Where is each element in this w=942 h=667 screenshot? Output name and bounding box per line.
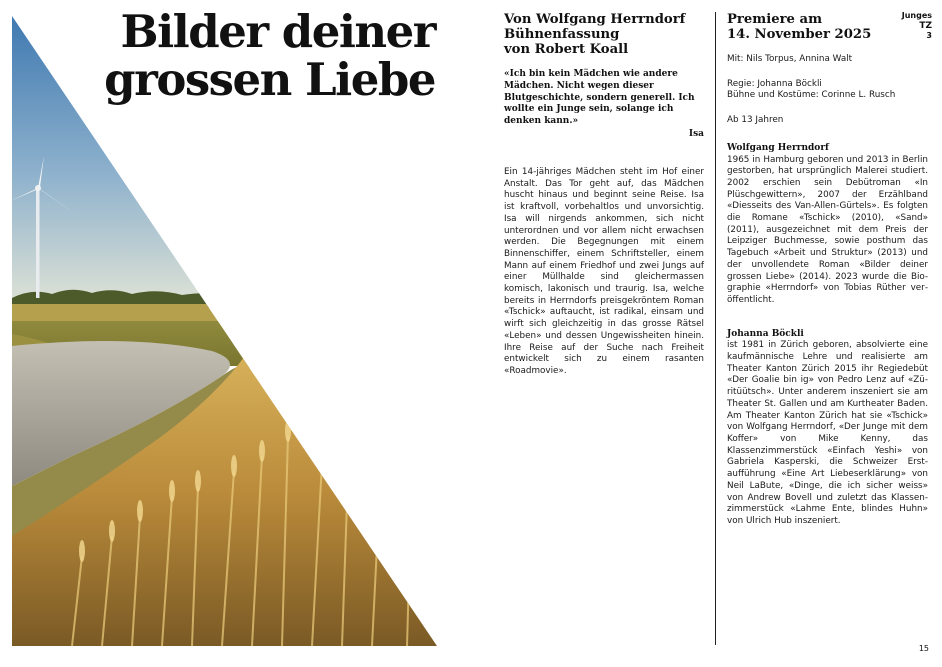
byline — [504, 12, 704, 57]
design-line: Bühne und Kostüme: Corinne L. Rusch — [727, 90, 896, 101]
byline-adaptation: Bühnenfassung — [504, 27, 620, 42]
pull-quote: «Ich bin kein Mädchen wie andere Mädchen. Nicht wegen dieser Blutgeschichte, sondern generell. Ich wollte ein Junge sein, solange ich denken kann.» — [504, 69, 695, 127]
direction-line: Regie: Johanna Böckli — [727, 78, 822, 89]
synopsis: Ein 14-jähriges Mädchen steht im Hof einer Anstalt. Das Tor geht auf, das Mädchen huscht hinaus und beginnt seine Reise. Isa ist kraftvoll, vorbehaltlos und unvorsichtig. Isa will nirgends ankommen, sich nicht unterordnen und vor allem nicht erwachsen werden. Die Begegnungen mit einem Binnenschiffer, einem Schriftsteller, einem Mann auf einem Friedhof und zwei Jungs auf einer Müllhalde sind gleichermassen komisch, lakonisch und traurig. Isa, welche bereits in Herrndorfs preisgekröntem Roman «Tschick» auftaucht, ist radikal, einsam und wirft sich gleichzeitig in das grosse Rätsel «Leben» und dessen Ungewissheiten hinein. Ihre Reise auf der Suche nach Freiheit entwickelt sich zu einem rasanten «Roadmovie». — [504, 166, 704, 376]
logo-line-3: 3 — [926, 31, 932, 40]
bio-text: 1965 in Hamburg geboren und 2013 in Berlin gestorben, hat ursprünglich Malerei studiert. 2002 erschien sein Debütroman «In Plüschgewittern», 2007 der Erzählband «Diesseits des Van-Allen-Gürtels». Es folgten die Romane «Tschick» (2010), «Sand» (2011), ausgezeichnet mit dem Preis der Leipziger Buchmesse, sowie posthum das Tagebuch «Arbeit und Struktur» (2013) und der unvollendete Roman «Bilder deiner grossen Liebe» (2014). 2023 wurde die Biographie «Herrndorf» von Tobias Rüther veröffentlicht. — [727, 154, 928, 305]
title-line-2: grossen Liebe — [104, 53, 435, 106]
landscape-photo — [12, 16, 437, 646]
age-line: Ab 13 Jahren — [727, 115, 784, 126]
quote-attribution: Isa — [688, 128, 704, 139]
premiere-date: 14. November 2025 — [727, 27, 872, 42]
title-line-1: Bilder deiner — [120, 5, 435, 58]
publication-logo — [902, 11, 932, 41]
bio-name: Johanna Böckli — [727, 328, 804, 339]
column-right — [727, 12, 928, 528]
bio-director — [727, 329, 928, 528]
page-number: 15 — [918, 644, 929, 653]
bio-text: ist 1981 in Zürich geboren, absolvierte eine kaufmännische Lehre und realisierte am Theater Kanton Zürich 2015 ihr Regiedebüt «Der Goalie bin ig» von Pedro Lenz auf «Züritüütsch». Unter anderem inszeniert sie am Theater St. Gallen und am Kurtheater Baden. Am Theater Kanton Zürich hat sie «Tschick» von Wolfgang Herrndorf, «Der Junge mit dem Koffer» von Mike Kenny, das Klassenzimmerstück «Einfach Yeshi» von Gabriela Kasperski, die Schweizer Erstaufführung «Eine Art Liebeserklärung» von Neil LaBute, «Dinge, die ich sicher weiss» von Andrew Bovell und zuletzt das Klassenzimmerstück «Lahme Ente, blindes Huhn» von Ulrich Hub inszeniert. — [727, 340, 928, 526]
logo-line-1: Junges — [901, 11, 932, 20]
bio-name: Wolfgang Herrndorf — [727, 142, 829, 153]
premiere-heading — [727, 12, 928, 42]
cast-line: Mit: Nils Torpus, Annina Walt — [727, 54, 853, 64]
byline-adapter: von Robert Koall — [504, 42, 629, 57]
column-left — [504, 12, 704, 378]
bio-author — [727, 143, 928, 307]
logo-line-2: TZ — [919, 21, 932, 31]
column-divider — [715, 12, 716, 645]
byline-author: Von Wolfgang Herrndorf — [504, 12, 686, 27]
page-title — [104, 5, 435, 106]
premiere-label: Premiere am — [727, 12, 823, 27]
